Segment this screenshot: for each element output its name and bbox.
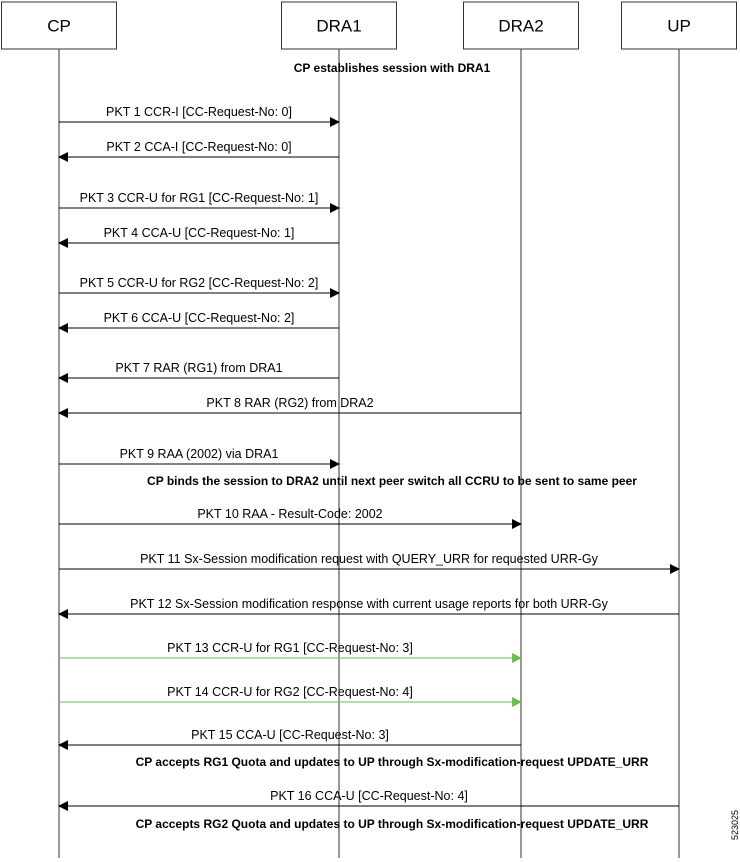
note-text: CP accepts RG1 Quota and updates to UP through Sx-modification-request UPDATE_URR	[135, 755, 649, 769]
actor-label-dra2: DRA2	[498, 16, 544, 36]
message	[59, 728, 521, 745]
message-label: PKT 7 RAR (RG1) from DRA1	[115, 361, 283, 375]
message	[59, 685, 521, 702]
message	[59, 311, 339, 328]
note-text: CP binds the session to DRA2 until next peer switch all CCRU to be sent to same peer	[147, 474, 637, 488]
message	[59, 552, 679, 569]
message-label: PKT 4 CCA-U [CC-Request-No: 1]	[103, 226, 295, 240]
message	[59, 361, 339, 378]
message	[59, 105, 339, 122]
message-steps	[59, 61, 679, 831]
message	[59, 641, 521, 658]
figure-id: 523025	[730, 809, 740, 840]
message-label: PKT 16 CCA-U [CC-Request-No: 4]	[270, 789, 468, 803]
message-label: PKT 3 CCR-U for RG1 [CC-Request-No: 1]	[79, 191, 319, 205]
actor-label-cp: CP	[47, 16, 71, 36]
message	[59, 276, 339, 293]
message	[59, 597, 679, 614]
message-label: PKT 15 CCA-U [CC-Request-No: 3]	[191, 728, 389, 742]
message-label: PKT 13 CCR-U for RG1 [CC-Request-No: 3]	[167, 641, 413, 655]
message	[59, 191, 339, 208]
message	[59, 226, 339, 243]
note-text: CP accepts RG2 Quota and updates to UP through Sx-modification-request UPDATE_URR	[135, 817, 649, 831]
note-text: CP establishes session with DRA1	[293, 61, 491, 75]
message	[59, 507, 521, 524]
message	[59, 447, 339, 464]
message	[59, 140, 339, 157]
actors	[2, 2, 737, 49]
message-label: PKT 2 CCA-I [CC-Request-No: 0]	[106, 140, 292, 154]
message-label: PKT 10 RAA - Result-Code: 2002	[197, 507, 383, 521]
message-label: PKT 11 Sx-Session modification request with QUERY_URR for requested URR-Gy	[140, 552, 598, 566]
message-label: PKT 5 CCR-U for RG2 [CC-Request-No: 2]	[79, 276, 319, 290]
message-label: PKT 9 RAA (2002) via DRA1	[119, 447, 279, 461]
message-label: PKT 1 CCR-I [CC-Request-No: 0]	[106, 105, 292, 119]
actor-label-up: UP	[667, 16, 691, 36]
message-label: PKT 6 CCA-U [CC-Request-No: 2]	[103, 311, 295, 325]
actor-label-dra1: DRA1	[316, 16, 362, 36]
message-label: PKT 12 Sx-Session modification response with current usage reports for both URR-Gy	[130, 597, 608, 611]
message	[59, 789, 679, 806]
message	[59, 396, 521, 413]
message-label: PKT 14 CCR-U for RG2 [CC-Request-No: 4]	[167, 685, 413, 699]
message-label: PKT 8 RAR (RG2) from DRA2	[206, 396, 374, 410]
